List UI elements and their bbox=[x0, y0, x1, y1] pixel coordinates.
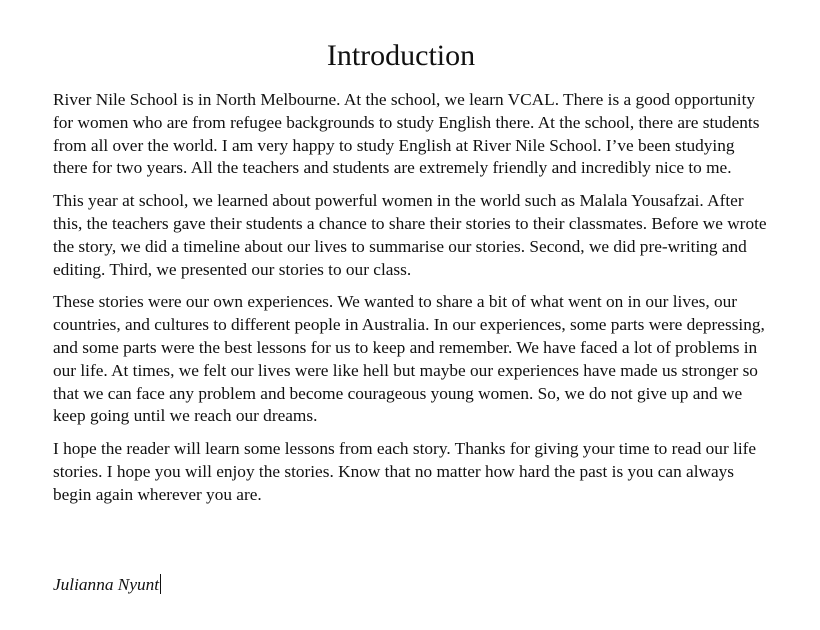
text-cursor bbox=[160, 574, 161, 594]
paragraph-2: This year at school, we learned about powerful women in the world such as Malala Yousafzai. After this, the teachers gave their students a chance to share their stories to their classmates. Before we wrote the story, we did a timeline about our lives to summarise our stories. Second, we did pre-writing and editing. Third, we presented our stories to our class. bbox=[53, 191, 767, 279]
signature-line[interactable] bbox=[53, 574, 161, 596]
paragraph-1: River Nile School is in North Melbourne. At the school, we learn VCAL. There is a good opportunity for women who are from refugee backgrounds to study English there. At the school, there are students from all over the world. I am very happy to study English at River Nile School. I’ve been studying there for two years. All the teachers and students are extremely friendly and incredibly nice to me. bbox=[53, 90, 760, 178]
page-title: Introduction bbox=[326, 39, 476, 72]
document-body bbox=[53, 89, 768, 517]
paragraph-4: I hope the reader will learn some lessons from each story. Thanks for giving your time to read our life stories. I hope you will enjoy the stories. Know that no matter how hard the past is you can always begin again wherever you are. bbox=[53, 439, 757, 504]
paragraph-3: These stories were our own experiences. We wanted to share a bit of what went on in our lives, our countries, and cultures to different people in Australia. In our experiences, some parts were depressing, and some parts were the best lessons for us to keep and remember. We have faced a lot of problems in our life. At times, we felt our lives were like hell but maybe our experiences have made us stronger so that we can face any problem and become courageous young women. So, we do not give up and we keep going until we reach our dreams. bbox=[53, 292, 765, 426]
signature-text: Julianna Nyunt bbox=[53, 575, 160, 594]
